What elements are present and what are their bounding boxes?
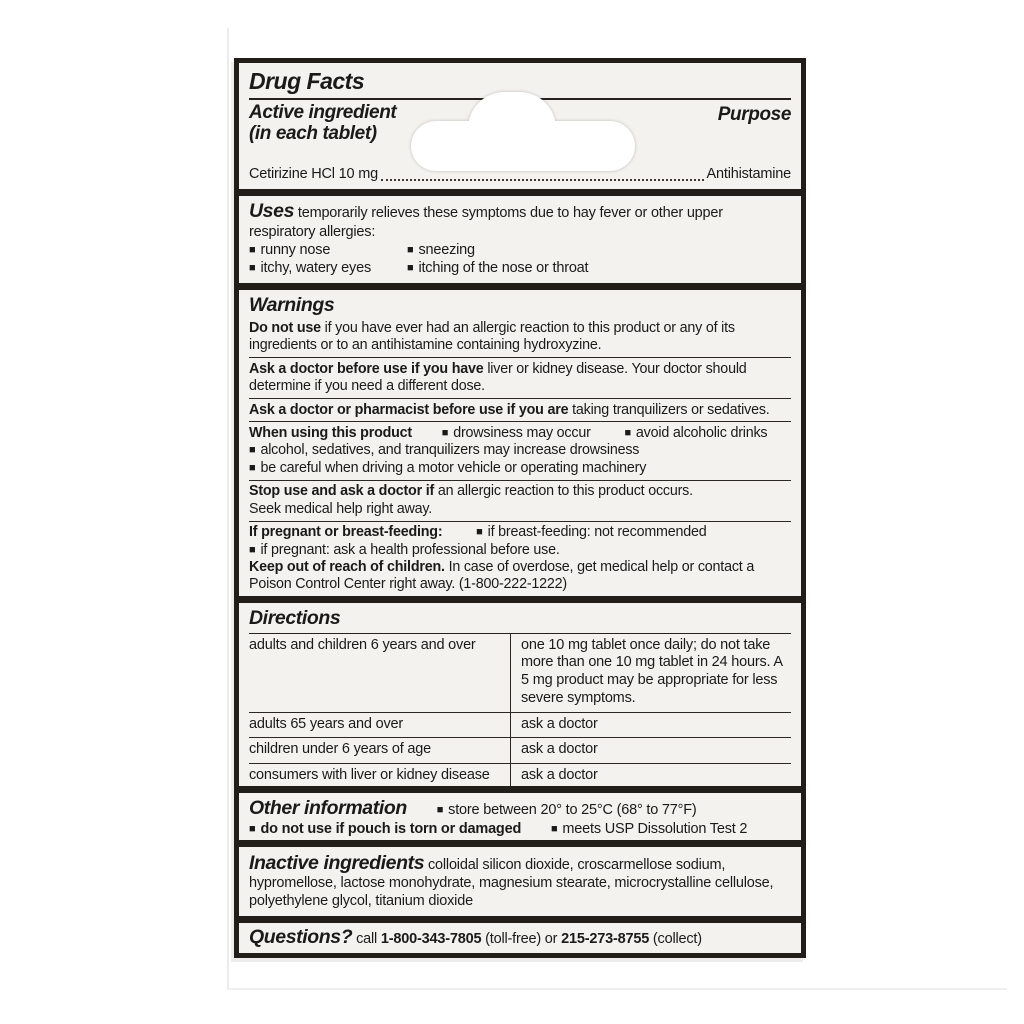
directions-row-who: adults and children 6 years and over — [249, 634, 511, 712]
warning-rule — [249, 398, 791, 399]
ingredient-leader-row — [249, 166, 791, 184]
warning-pregnant — [249, 524, 791, 559]
warning-lead: Ask a doctor or pharmacist before use if you are — [249, 401, 569, 418]
directions-row-who: consumers with liver or kidney disease — [249, 763, 511, 786]
active-ingredient-row — [249, 103, 791, 144]
uses-bullet-label: itching of the nose or throat — [418, 260, 589, 277]
warning-text: taking tranquilizers or sedatives. — [572, 401, 770, 418]
uses-bullet-item — [407, 260, 791, 278]
purpose-heading: Purpose — [717, 104, 791, 126]
active-ingredient-heading-line1: Active ingredient — [249, 102, 397, 124]
square-bullet-icon: ■ — [407, 262, 414, 275]
warning-ask-pharmacist — [249, 402, 791, 419]
warning-bullet-line — [249, 542, 791, 559]
warning-lead: When using this product — [249, 424, 412, 441]
warning-lead: Ask a doctor before use if you have — [249, 360, 484, 377]
uses-bullets — [249, 242, 791, 277]
square-bullet-icon: ■ — [249, 244, 256, 257]
other-info-item — [249, 821, 521, 837]
warning-text: Seek medical help right away. — [249, 500, 433, 517]
section-directions — [239, 603, 801, 786]
directions-row-who: adults 65 years and over — [249, 712, 511, 738]
uses-intro-text: temporarily relieves these symptoms due to hay fever or other upper respiratory allergies: — [249, 205, 723, 240]
warning-rule — [249, 421, 791, 422]
uses-bullet-item — [249, 242, 407, 260]
square-bullet-icon: ■ — [249, 461, 256, 474]
dotted-leader — [381, 179, 704, 181]
uses-intro — [249, 200, 791, 241]
uses-heading: Uses — [249, 200, 295, 222]
warning-inline-item — [442, 425, 591, 441]
section-other-information — [239, 793, 801, 840]
directions-row-dose: ask a doctor — [511, 763, 791, 786]
square-bullet-icon: ■ — [550, 822, 558, 835]
square-bullet-icon: ■ — [624, 426, 631, 439]
ingredient-name: Cetirizine HCl 10 mg — [249, 166, 378, 183]
square-bullet-icon: ■ — [249, 262, 256, 275]
warnings-heading: Warnings — [249, 294, 335, 316]
other-info-line1 — [249, 797, 791, 821]
warning-keep-out — [249, 559, 791, 594]
square-bullet-icon: ■ — [436, 804, 444, 816]
section-header — [239, 63, 801, 189]
directions-heading: Directions — [249, 607, 341, 629]
square-bullet-icon: ■ — [249, 543, 256, 556]
warning-text: alcohol, sedatives, and tranquilizers may increase drowsiness — [260, 442, 640, 459]
warning-text: drowsiness may occur — [453, 424, 591, 441]
warning-text: be careful when driving a motor vehicle or operating machinery — [260, 459, 647, 476]
warning-text: if you have ever had an allergic reaction to this product or any of its ingredients or to an antihistamine containing hydroxyzine. — [249, 319, 735, 354]
warning-ask-doctor — [249, 361, 791, 396]
questions-heading: Questions? — [249, 926, 353, 949]
directions-row-who: children under 6 years of age — [249, 737, 511, 763]
active-ingredient-heading-line2: (in each tablet) — [249, 122, 377, 144]
inactive-text: colloidal silicon dioxide, croscarmellose sodium, hypromellose, lactose monohydrate, magnesium stearate, microcrystalline cellulose, polyethylene glycol, titanium dioxide — [249, 857, 774, 910]
other-info-item — [551, 821, 747, 837]
other-info-text: meets USP Dissolution Test 2 — [562, 820, 748, 837]
warning-text: liver or kidney disease. Your doctor should determine if you need a different dose. — [249, 360, 747, 395]
warning-text: an allergic reaction to this product occurs. — [437, 483, 693, 500]
active-ingredient-heading — [249, 103, 396, 144]
warning-text: avoid alcoholic drinks — [635, 424, 768, 441]
warning-stop-use — [249, 483, 791, 518]
other-info-line2 — [249, 821, 791, 839]
warning-text: if pregnant: ask a health professional before use. — [260, 541, 560, 558]
uses-bullet-item — [407, 242, 791, 260]
warning-text: In case of overdose, get medical help or contact a Poison Control Center right away. (1-800-222-1222) — [249, 559, 755, 593]
other-info-heading: Other information — [249, 797, 407, 819]
directions-table — [249, 634, 791, 786]
uses-bullet-label: itchy, watery eyes — [260, 260, 372, 277]
warning-inline-item — [476, 524, 706, 540]
warning-bullet-line — [249, 460, 791, 477]
section-warnings — [239, 290, 801, 596]
warning-bullet-line — [249, 442, 791, 459]
square-bullet-icon: ■ — [407, 244, 414, 257]
drug-facts-title: Drug Facts — [249, 68, 365, 94]
warning-rule — [249, 357, 791, 358]
warning-rule — [249, 521, 791, 522]
section-inactive-ingredients — [239, 847, 801, 916]
directions-row-dose: one 10 mg tablet once daily; do not take more than one 10 mg tablet in 24 hours. A 5 mg product may be appropriate for less severe symptoms. — [521, 636, 783, 706]
square-bullet-icon: ■ — [476, 526, 483, 539]
warning-rule — [249, 480, 791, 481]
questions-line — [249, 926, 702, 950]
questions-phone-suffix: (collect) — [652, 931, 702, 948]
other-info-text: do not use if pouch is torn or damaged — [260, 820, 522, 837]
uses-bullet-label: sneezing — [418, 242, 475, 259]
square-bullet-icon: ■ — [441, 426, 449, 439]
warning-when-using — [249, 425, 791, 477]
inactive-heading: Inactive ingredients — [249, 852, 425, 874]
warning-lead: Keep out of reach of children. — [249, 559, 445, 576]
warning-lead: Stop use and ask a doctor if — [249, 483, 435, 500]
directions-row-dose: ask a doctor — [511, 737, 791, 763]
section-questions — [239, 923, 801, 953]
warning-do-not-use — [249, 320, 791, 355]
other-info-text: store between 20° to 25°C (68° to 77°F) — [448, 802, 697, 818]
section-uses — [239, 196, 801, 283]
uses-bullet-label: runny nose — [260, 242, 331, 259]
other-info-item — [437, 802, 697, 818]
warning-lead: Do not use — [249, 319, 321, 336]
warning-inline-item — [624, 425, 767, 441]
questions-phone-collect: 215-273-8755 — [561, 931, 650, 948]
questions-phone-tollfree: 1-800-343-7805 — [380, 931, 482, 948]
title-rule — [249, 98, 791, 100]
warning-text: if breast-feeding: not recommended — [487, 524, 707, 541]
directions-row-dose: ask a doctor — [511, 712, 791, 738]
uses-bullet-item — [249, 260, 407, 278]
square-bullet-icon: ■ — [249, 444, 256, 457]
purpose-value: Antihistamine — [706, 166, 791, 183]
questions-call-label: call — [356, 931, 378, 948]
drug-facts-label — [234, 58, 806, 958]
warning-lead: If pregnant or breast-feeding: — [249, 524, 443, 541]
square-bullet-icon: ■ — [249, 822, 256, 835]
questions-phone-suffix: (toll-free) or — [485, 931, 558, 948]
